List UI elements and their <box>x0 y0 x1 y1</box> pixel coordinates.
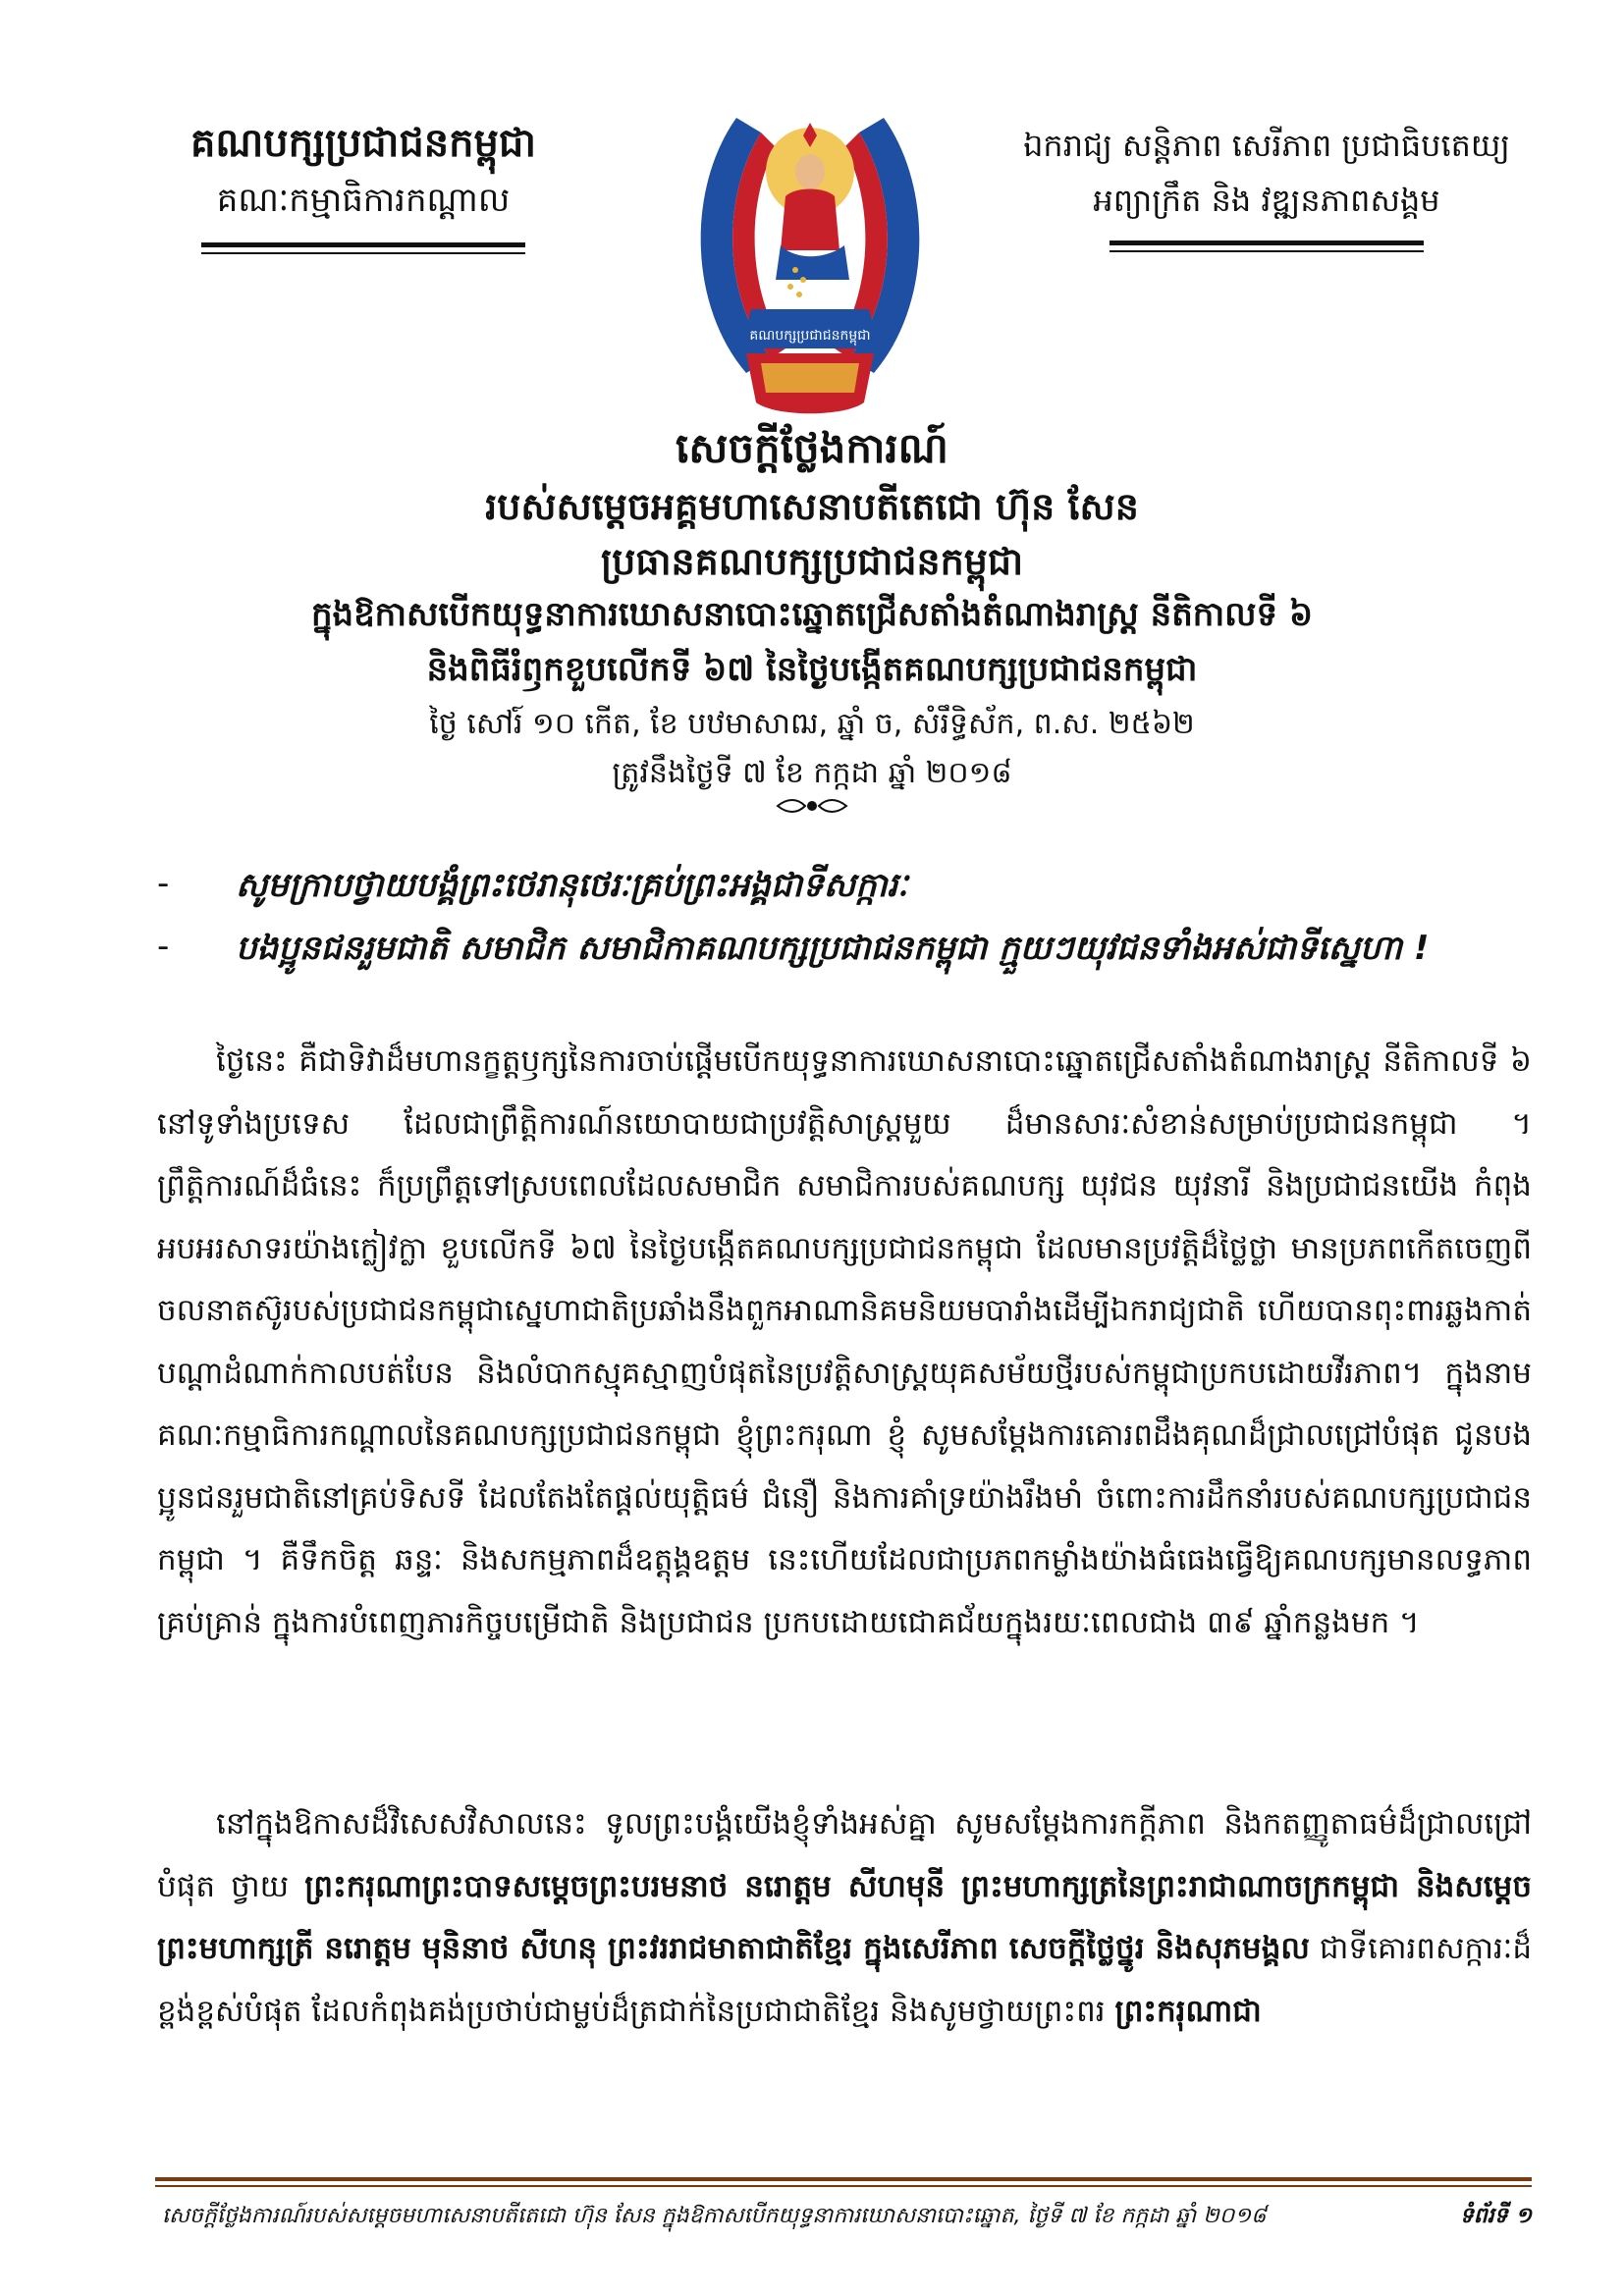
header-rule-left <box>201 242 525 247</box>
header-rule-right <box>1110 240 1424 245</box>
header-rule-left-thin <box>201 252 525 254</box>
salutation-monks: សូមក្រាបថ្វាយបង្គំព្រះថេរានុថេរៈគ្រប់ព្រះអង្គជាទីសក្ការៈ <box>236 866 908 905</box>
footer-rule-thin <box>155 2185 1532 2187</box>
salutation-bullet: - <box>157 927 170 966</box>
national-motto-line2: អព្យាក្រឹត និង វឌ្ឍនភាពសង្គម <box>1093 182 1440 219</box>
footer-rule <box>155 2177 1532 2181</box>
title-occasion: ក្នុងឱកាសបើកយុទ្ធនាការឃោសនាបោះឆ្នោតជ្រើសតាំងតំណាងរាស្ត្រ នីតិកាលទី ៦ <box>310 595 1314 634</box>
document-title: សេចក្តីថ្លែងការណ៍ <box>676 424 948 472</box>
paragraph-2-intro: នៅក្នុងឱកាសដ៏វិសេសវិសាលនេះ ទូលព្រះបង្គំយើងខ្ញុំទាំងអស់គ្នា សូមសម្តែងការកក្តីភាព និងកតញ្ញូតាធម៌ដ៏ជ្រាលជ្រៅបំផុត ថ្វាយ <box>157 1806 1532 1904</box>
salutation-citizens: បងប្អូនជនរួមជាតិ សមាជិក សមាជិកាគណបក្សប្រជាជនកម្ពុជា ក្មួយៗយុវជនទាំងអស់ជាទីស្នេហា ! <box>236 929 1430 968</box>
header-rule-right-thin <box>1110 250 1424 252</box>
date-lunar: ថ្ងៃ សៅរ៍ ១០ កើត, ខែ បឋមាសាឍ, ឆ្នាំ ច, សំរឹទ្ធិស័ក, ព.ស. ២៥៦២ <box>429 707 1195 741</box>
royal-titles: ព្រះករុណាព្រះបាទសម្តេចព្រះបរមនាថ នរោត្តម សីហមុនី ព្រះមហាក្សត្រនៃព្រះរាជាណាចក្រកម្ពុជា និងសម្តេចព្រះមហាក្សត្រី នរោត្តម មុនិនាថ សីហនុ ព្រះវររាជមាតាជាតិខ្មែរ ក្នុងសេរីភាព សេចក្តីថ្លៃថ្នូរ និងសុភមង្គល <box>157 1868 1533 1966</box>
page-number: ទំព័រទី ១ <box>1459 2204 1532 2228</box>
national-motto-line1: ឯករាជ្យ សន្តិភាព សេរីភាព ប្រជាធិបតេយ្យ <box>1023 127 1510 164</box>
body-paragraph-2 <box>157 1793 1532 2043</box>
royal-title-continued: ព្រះករុណាជា <box>1114 1993 1262 2029</box>
title-anniversary: និងពិធីរំឭកខួបលើកទី ៦៧ នៃថ្ងៃបង្កើតគណបក្សប្រជាជនកម្ពុជា <box>426 650 1198 689</box>
paragraph-2-middle: ជាទីគោរពសក្ការៈដ៏ខ្ពង់ខ្ពស់បំផុត ដែលកំពុងគង់ប្រថាប់ជាម្លប់ដ៏ត្រជាក់នៃប្រជាជាតិខ្មែរ និងសូមថ្វាយព្រះពរ <box>157 1931 1532 2029</box>
ornament-icon <box>776 795 848 817</box>
party-emblem-icon <box>677 79 943 422</box>
footer-text: សេចក្តីថ្លែងការណ៍របស់សម្តេចមហាសេនាបតីតេជោ ហ៊ុន សែន ក្នុងឱកាសបើកយុទ្ធនាការឃោសនាបោះឆ្នោត, ថ្ងៃទី ៧ ខែ កក្កដា ឆ្នាំ ២០១៨ <box>162 2204 1267 2228</box>
salutation-bullet: - <box>157 864 170 903</box>
emblem-banner-text: គណបក្សប្រជាជនកម្ពុជា <box>749 328 871 344</box>
party-name: គណបក្សប្រជាជនកម្ពុជា <box>190 121 536 166</box>
date-solar: ត្រូវនឹងថ្ងៃទី ៧ ខែ កក្កដា ឆ្នាំ ២០១៨ <box>612 756 1012 790</box>
central-committee: គណៈកម្មាធិការកណ្តាល <box>216 181 511 220</box>
title-role: ប្រធានគណបក្សប្រជាជនកម្ពុជា <box>600 540 1024 583</box>
body-paragraph-1: ថ្ងៃនេះ គឺជាទិវាដ៏មហានក្ខត្តឫក្សនៃការចាប់ផ្តើមបើកយុទ្ធនាការឃោសនាបោះឆ្នោតជ្រើសតាំងតំណាងរាស្ត្រ នីតិកាលទី ៦ នៅទូទាំងប្រទេស ដែលជាព្រឹត្តិការណ៍នយោបាយជាប្រវត្តិសាស្ត្រមួយ ដ៏មានសារៈសំខាន់សម្រាប់ប្រជាជនកម្ពុជា ។ ព្រឹត្តិការណ៍ដ៏ធំនេះ ក៏ប្រព្រឹត្តទៅស្របពេលដែលសមាជិក សមាជិការបស់គណបក្ស យុវជន យុវនារី និងប្រជាជនយើង កំពុងអបអរសាទរយ៉ាងក្លៀវក្លា ខួបលើកទី ៦៧ នៃថ្ងៃបង្កើតគណបក្សប្រជាជនកម្ពុជា ដែលមានប្រវត្តិដ៏ថ្លៃថ្លា មានប្រភពកើតចេញពីចលនាតស៊ូរបស់ប្រជាជនកម្ពុជាស្នេហាជាតិប្រឆាំងនឹងពួកអាណានិគមនិយមបារាំងដើម្បីឯករាជ្យជាតិ ហើយបានពុះពារឆ្លងកាត់បណ្តាដំណាក់កាលបត់បែន និងលំបាកស្មុគស្មាញបំផុតនៃប្រវត្តិសាស្ត្រយុគសម័យថ្មីរបស់កម្ពុជាប្រកបដោយវីរភាព។ ក្នុងនាមគណៈកម្មាធិការកណ្តាលនៃគណបក្សប្រជាជនកម្ពុជា ខ្ញុំព្រះករុណា ខ្ញុំ សូមសម្តែងការគោរពដឹងគុណដ៏ជ្រាលជ្រៅបំផុត ជូនបងប្អូនជនរួមជាតិនៅគ្រប់ទិសទី ដែលតែងតែផ្តល់យុត្តិធម៌ ជំនឿ និងការគាំទ្រយ៉ាងរឹងមាំ ចំពោះការដឹកនាំរបស់គណបក្សប្រជាជនកម្ពុជា ។ គឺទឹកចិត្ត ឆន្ទៈ និងសកម្មភាពដ៏ឧត្តុង្គឧត្តម នេះហើយដែលជាប្រភពកម្លាំងយ៉ាងធំធេងធ្វើឱ្យគណបក្សមានលទ្ធភាពគ្រប់គ្រាន់ ក្នុងការបំពេញភារកិច្ចបម្រើជាតិ និងប្រជាជន ប្រកបដោយជោគជ័យក្នុងរយៈពេលជាង ៣៩ ឆ្នាំកន្លងមក ។ <box>157 1043 1532 1640</box>
title-speaker: របស់សម្តេចអគ្គមហាសេនាបតីតេជោ ហ៊ុន សែន <box>485 485 1139 528</box>
